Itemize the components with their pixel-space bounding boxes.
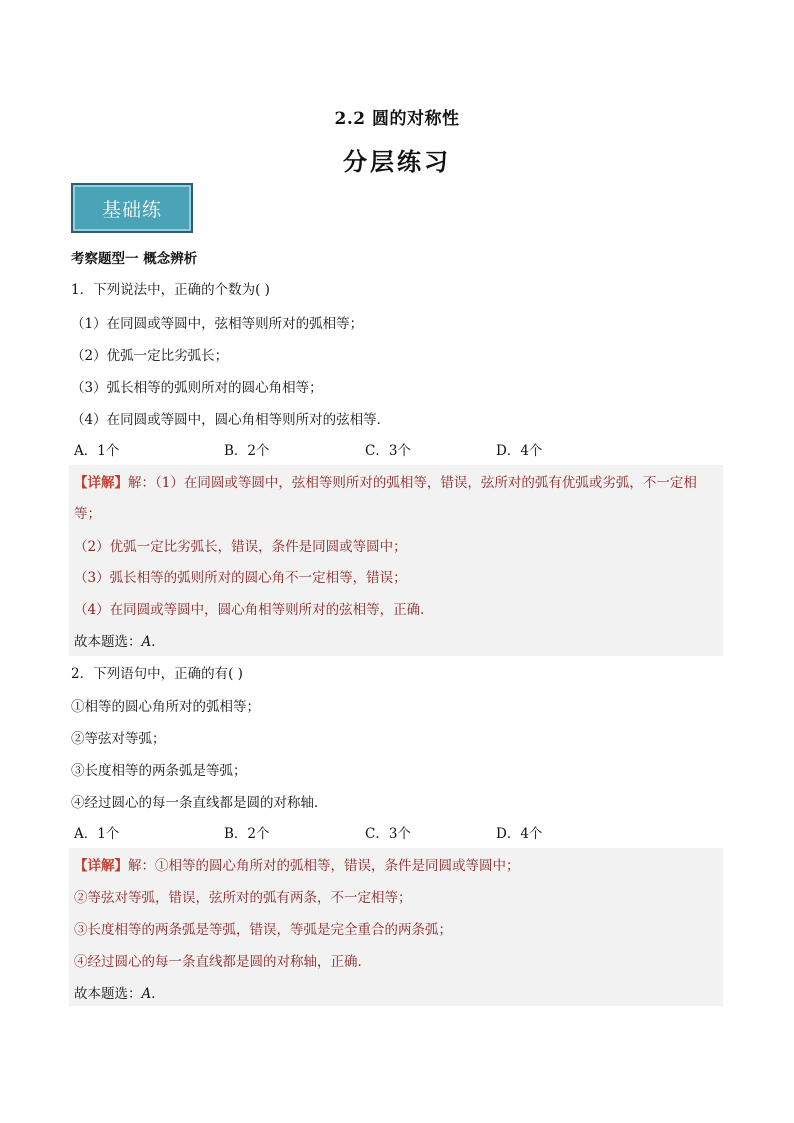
- section-heading: 考察题型一 概念辨析: [71, 251, 198, 267]
- question-1-choice-d: D．4个: [496, 443, 543, 459]
- question-1-choice-a: A．1个: [74, 443, 120, 459]
- question-1-item: （3）弧长相等的弧则所对的圆心角相等；: [71, 380, 323, 396]
- question-2-item: ④经过圆心的每一条直线都是圆的对称轴．: [71, 795, 328, 811]
- question-2-item: ③长度相等的两条弧是等弧；: [71, 763, 247, 779]
- answer-tag: 【详解】: [74, 475, 128, 491]
- question-2-answer-line: [74, 857, 520, 875]
- question-2-stem: 2．下列语句中，正确的有( ): [71, 666, 243, 682]
- conclusion-letter: A: [141, 634, 152, 650]
- question-1-item: （4）在同圆或等圆中，圆心角相等则所对的弦相等．: [71, 412, 391, 428]
- question-1-answer-line: （2）优弧一定比劣弧长，错误，条件是同圆或等圆中；: [74, 539, 407, 555]
- conclusion-prefix: 故本题选：: [74, 634, 142, 650]
- question-1-item: （2）优弧一定比劣弧长；: [71, 348, 229, 364]
- level-badge-label: 基础练: [101, 198, 162, 221]
- question-2-choice-d: D．4个: [496, 826, 543, 842]
- question-1-answer-box: [69, 465, 723, 656]
- question-2-answer-line: ④经过圆心的每一条直线都是圆的对称轴，正确．: [74, 954, 371, 970]
- conclusion-letter: A: [141, 986, 152, 1002]
- question-2-answer-line: ②等弦对等弧，错误，弦所对的弧有两条，不一定相等；: [74, 890, 412, 906]
- question-2-choice-a: A．1个: [74, 826, 120, 842]
- question-2-item: ①相等的圆心角所对的弧相等；: [71, 699, 260, 715]
- document-title: 2.2 圆的对称性: [334, 109, 460, 129]
- question-1-answer-line: （3）弧长相等的弧则所对的圆心角不一定相等，错误；: [74, 570, 407, 586]
- question-1-choice-b: B．2个: [224, 443, 270, 459]
- question-1-answer-line: （4）在同圆或等圆中，圆心角相等则所对的弦相等，正确．: [74, 602, 434, 618]
- question-2-item: ②等弦对等弧；: [71, 731, 166, 747]
- answer-text: 解：（1）在同圆或等圆中，弦相等则所对的弧相等，错误，弦所对的弧有优弧或劣弧，不一定相: [128, 475, 697, 491]
- question-1-choice-c: C．3个: [365, 443, 411, 459]
- question-2-conclusion: [74, 985, 165, 1003]
- question-1-answer-line: [74, 474, 697, 492]
- question-2-choice-b: B．2个: [224, 826, 270, 842]
- question-1-conclusion: [74, 633, 165, 651]
- question-1-item: （1）在同圆或等圆中，弦相等则所对的弧相等；: [71, 316, 364, 332]
- answer-tag: 【详解】: [74, 858, 128, 874]
- answer-text: 解：①相等的圆心角所对的弧相等，错误，条件是同圆或等圆中；: [128, 858, 520, 874]
- document-subtitle: 分层练习: [343, 147, 451, 176]
- level-badge: [71, 183, 193, 233]
- conclusion-prefix: 故本题选：: [74, 986, 142, 1002]
- conclusion-suffix: ．: [151, 986, 165, 1002]
- question-2-choice-c: C．3个: [365, 826, 411, 842]
- question-2-answer-line: ③长度相等的两条弧是等弧，错误，等弧是完全重合的两条弧；: [74, 922, 452, 938]
- question-1-stem: 1．下列说法中，正确的个数为( ): [71, 282, 270, 298]
- question-1-answer-line: 等；: [74, 506, 101, 522]
- conclusion-suffix: ．: [151, 634, 165, 650]
